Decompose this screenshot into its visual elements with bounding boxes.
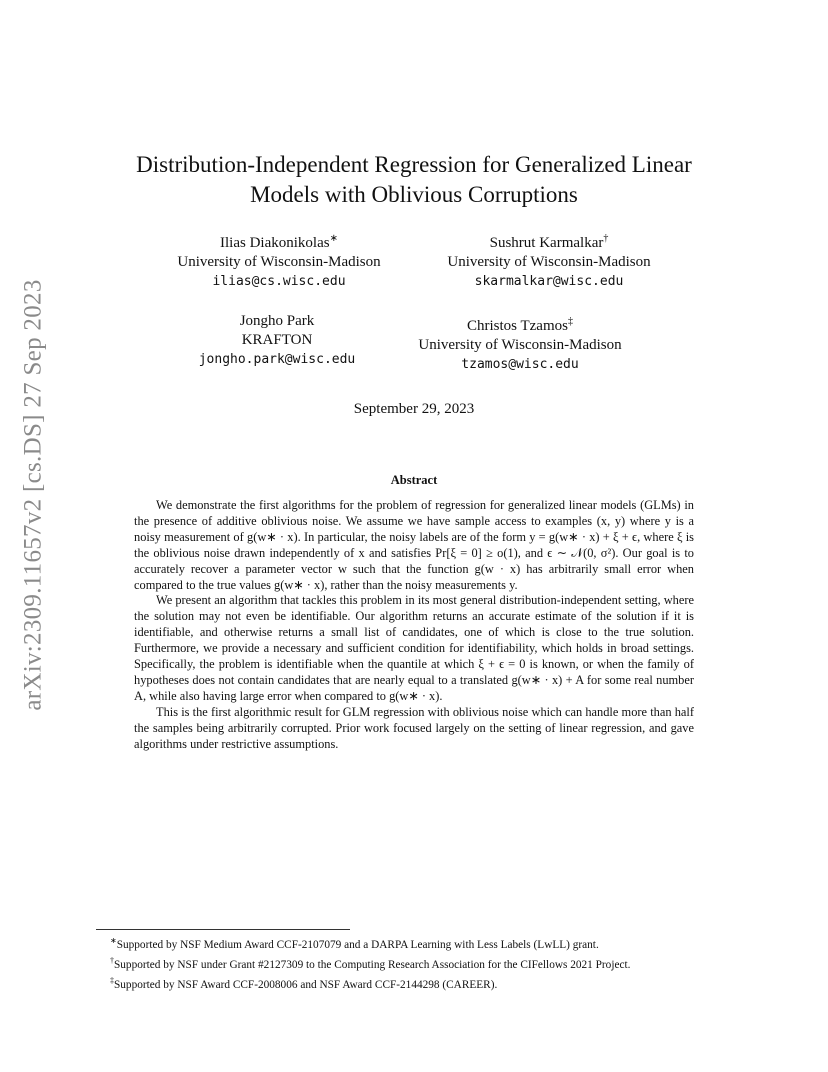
abstract-heading: Abstract [390, 473, 438, 487]
title-line-1: Distribution-Independent Regression for Generalized Linear [136, 152, 692, 177]
author-email: tzamos@wisc.edu [461, 357, 579, 372]
author-block-1 [139, 229, 419, 291]
author-name: Christos Tzamos [467, 318, 568, 334]
footnote-text: Supported by NSF Medium Award CCF-2107079 and a DARPA Learning with Less Labels (LwLL) grant. [116, 938, 599, 951]
footnote-1 [110, 933, 750, 953]
abstract-paragraph-2: We present an algorithm that tackles this problem in its most general distribution-independent setting, where the solution may not even be identifiable. Our algorithm returns an accurate estimate of the solution if it is identifiable, and otherwise returns a small list of candidates, one of which is close to the true solution. Furthermore, we provide a necessary and sufficient condition for identifiability, which holds in broad settings. Specifically, the problem is identifiable when the quantile at which ξ + ϵ = 0 is known, or when the family of hypotheses does not contain candidates that are nearly equal to a translated g(w∗ · x) + A for some real number A, while also having large error when compared to g(w∗ · x). [134, 593, 694, 703]
footnote-mark: ‡ [110, 975, 114, 985]
author-email: skarmalkar@wisc.edu [474, 274, 624, 289]
author-name: Sushrut Karmalkar [489, 235, 604, 251]
author-footnote-mark: † [603, 233, 609, 244]
footnote-3 [110, 973, 750, 993]
footnotes [110, 933, 750, 992]
author-footnote-mark: ∗ [329, 233, 338, 244]
author-affiliation: University of Wisconsin-Madison [177, 254, 381, 270]
author-name: Jongho Park [239, 313, 315, 329]
author-email: ilias@cs.wisc.edu [212, 274, 346, 289]
paper-date: September 29, 2023 [353, 401, 475, 417]
author-affiliation: KRAFTON [241, 332, 313, 348]
arxiv-identifier-stamp [14, 279, 54, 711]
footnote-text: Supported by NSF Award CCF-2008006 and NSF Award CCF-2144298 (CAREER). [114, 978, 498, 991]
title-line-2: Models with Oblivious Corruptions [250, 182, 578, 207]
author-block-3 [137, 312, 417, 369]
footnote-mark: ∗ [110, 936, 117, 945]
abstract-body [134, 498, 694, 753]
author-affiliation: University of Wisconsin-Madison [418, 337, 622, 353]
abstract-paragraph-1: We demonstrate the first algorithms for the problem of regression for generalized linear models (GLMs) in the presence of additive oblivious noise. We assume we have sample access to examples (x, y) where y is a noisy measurement of g(w∗ · x). In particular, the noisy labels are of the form y = g(w∗ · x) + ξ + ϵ, where ξ is the oblivious noise drawn independently of x and satisfies Pr[ξ = 0] ≥ o(1), and ϵ ∼ 𝒩(0, σ²). Our goal is to accurately recover a parameter vector w such that the function g(w · x) has arbitrarily small error when compared to the true values g(w∗ · x), rather than the noisy measurements y. [134, 498, 694, 592]
author-block-2 [409, 229, 689, 291]
author-email: jongho.park@wisc.edu [198, 352, 356, 367]
arxiv-identifier-text: arXiv:2309.11657v2 [cs.DS] 27 Sep 2023 [20, 279, 47, 711]
author-footnote-mark: ‡ [567, 316, 573, 327]
footnote-divider [96, 929, 350, 930]
author-affiliation: University of Wisconsin-Madison [447, 254, 651, 270]
footnote-mark: † [110, 955, 114, 965]
author-name: Ilias Diakonikolas [220, 235, 330, 251]
abstract-paragraph-3: This is the first algorithmic result for GLM regression with oblivious noise which can handle more than half the samples being arbitrarily corrupted. Prior work focused largely on the setting of linear regression, and gave algorithms under restrictive assumptions. [134, 704, 694, 751]
footnote-2 [110, 953, 750, 973]
footnote-text: Supported by NSF under Grant #2127309 to the Computing Research Association for the CIFellows 2021 Project. [114, 958, 631, 971]
author-block-4 [380, 312, 660, 374]
paper-title [100, 150, 728, 210]
